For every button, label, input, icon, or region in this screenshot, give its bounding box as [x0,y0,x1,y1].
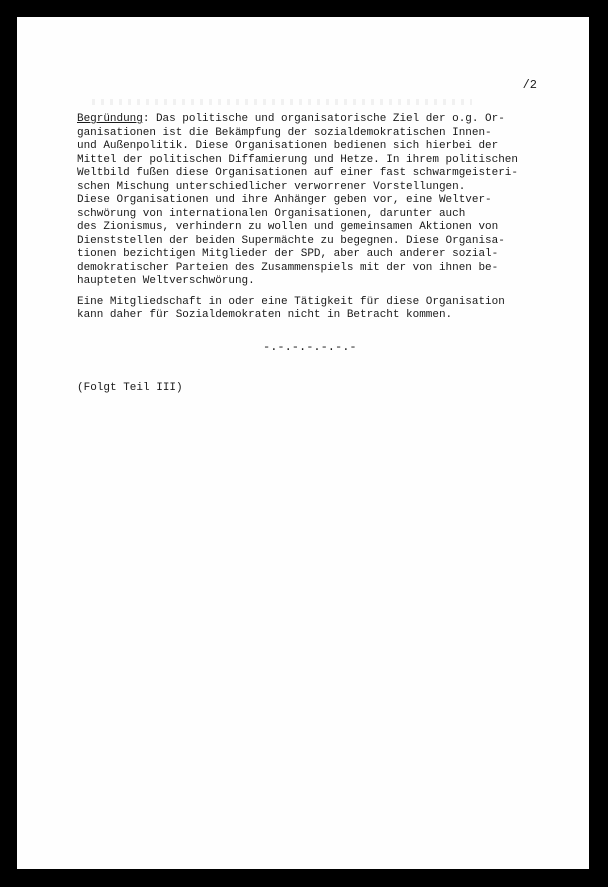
text-line: Mittel der politischen Diffamierung und Hetze. In ihrem politischen [77,153,518,166]
text-line: Weltbild fußen diese Organisationen auf einer fast schwarmgeisteri- [77,167,518,179]
body-text [77,113,567,323]
paragraph-1-first-line [77,113,567,127]
separator-line: -.-.-.-.-.-.- [263,340,357,354]
section-label: Begründung [77,113,143,125]
first-line-text: : Das politische und organisatorische Ziel der o.g. Or- [142,113,505,125]
text-line: kann daher für Sozialdemokraten nicht in Betracht kommen. [77,309,453,321]
text-line: ganisationen ist die Bekämpfung der sozialdemokratischen Innen- [77,126,492,139]
text-line: demokratischer Parteien des Zusammenspiels mit der von ihnen be- [77,261,499,274]
text-line: und Außenpolitik. Diese Organisationen bedienen sich hierbei der [77,140,499,152]
text-line: Diese Organisationen und ihre Anhänger geben vor, eine Weltver- [77,194,492,206]
text-line: tionen bezichtigen Mitglieder der SPD, aber auch anderer sozial- [77,248,499,260]
paragraph-gap [77,289,567,296]
text-line: Eine Mitgliedschaft in oder eine Tätigkeit für diese Organisation [77,295,505,308]
text-line: schen Mischung unterschiedlicher verworrener Vorstellungen. [77,180,466,193]
continued-note: (Folgt Teil III) [77,382,183,394]
text-line: des Zionismus, verhindern zu wollen und gemeinsamen Aktionen von [77,221,499,233]
scan-artifact [92,99,472,105]
text-line: schwörung von internationalen Organisationen, darunter auch [77,207,466,220]
page-number: /2 [522,78,537,92]
document-page [17,17,589,869]
text-line: Dienststellen der beiden Supermächte zu begegnen. Diese Organisa- [77,234,505,247]
text-line: haupteten Weltverschwörung. [77,275,255,287]
